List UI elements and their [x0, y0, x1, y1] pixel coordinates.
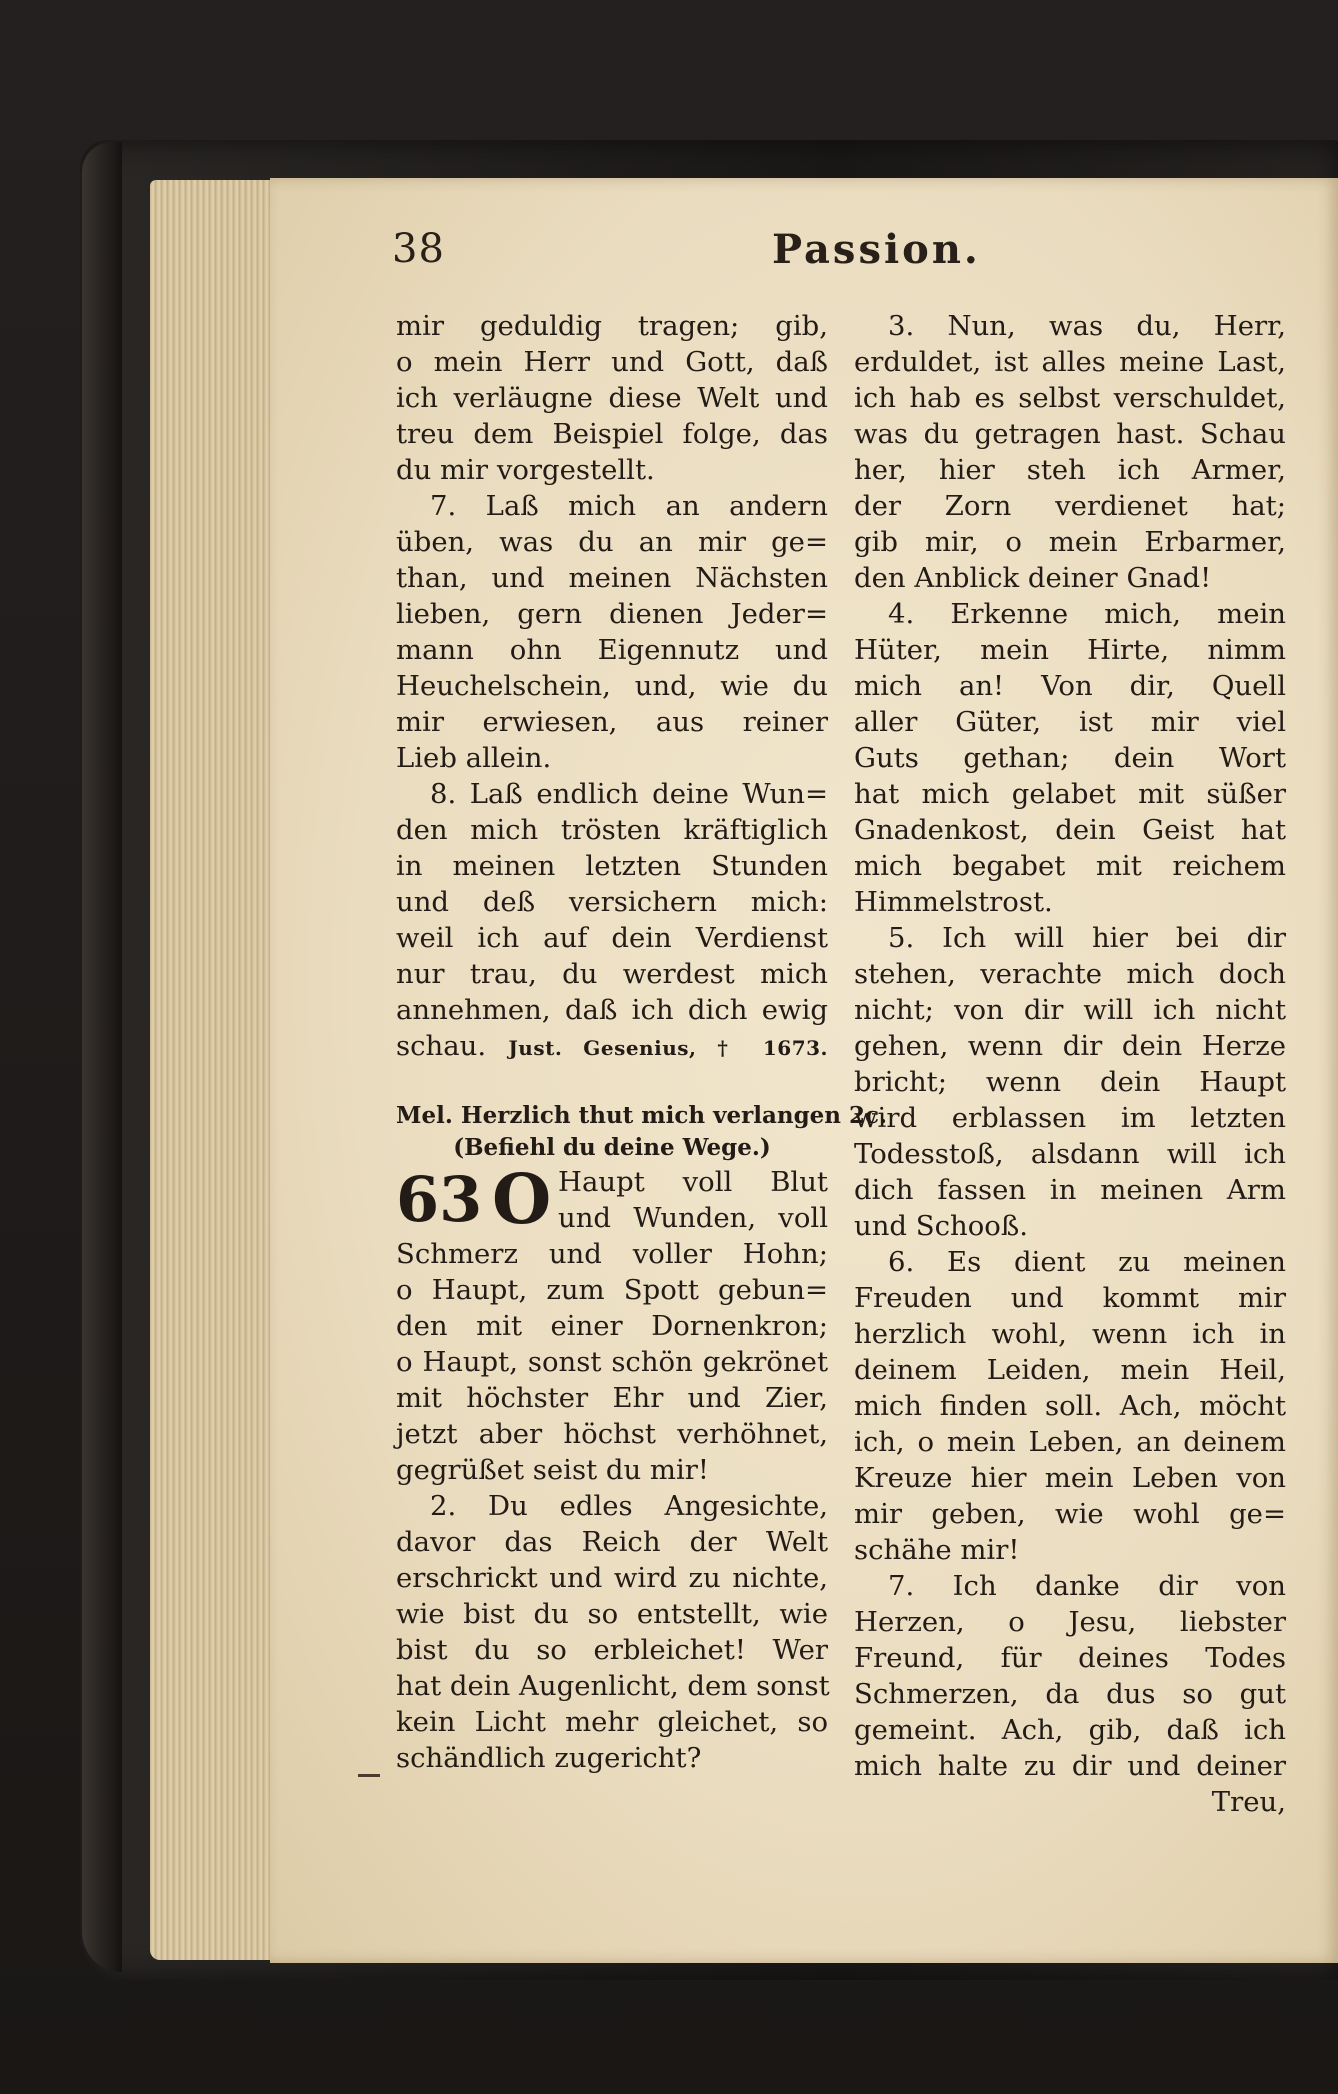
verse-start: 7. Ich danke dir von: [888, 1570, 1286, 1602]
text-line: Freund, für deines Todes: [854, 1642, 1286, 1674]
text-line: hat mich gelabet mit süßer: [854, 778, 1286, 810]
catchword: Treu,: [1211, 1786, 1286, 1818]
text-line: in meinen letzten Stunden: [396, 850, 828, 882]
text-line: Schmerzen, da dus so gut: [854, 1678, 1286, 1710]
text-line: Schmerz und voller Hohn;: [396, 1238, 828, 1270]
text-line: ich verläugne diese Welt und: [396, 382, 828, 414]
text-line: mich an! Von dir, Quell: [854, 670, 1286, 702]
text-line: mit höchster Ehr und Zier,: [396, 1382, 828, 1414]
text-line: Kreuze hier mein Leben von: [854, 1462, 1286, 1494]
text-line: hat dein Augenlicht, dem sonst: [396, 1670, 830, 1702]
text-line: mir geduldig tragen; gib,: [396, 310, 828, 342]
text-line: dich fassen in meinen Arm: [854, 1174, 1286, 1206]
text-line: nur trau, du werdest mich: [396, 958, 828, 990]
text-line: bricht; wenn dein Haupt: [854, 1066, 1286, 1098]
text-line: was du getragen hast. Schau: [854, 418, 1286, 450]
verse-start: 2. Du edles Angesichte,: [430, 1490, 828, 1522]
running-head: Passion.: [772, 226, 981, 273]
text-line: deinem Leiden, mein Heil,: [854, 1354, 1286, 1386]
text-line: wird erblassen im letzten: [854, 1102, 1286, 1134]
text-line: o mein Herr und Gott, daß: [396, 346, 828, 378]
text-line: und deß versichern mich:: [396, 886, 828, 918]
text-line: mich finden soll. Ach, möcht: [854, 1390, 1286, 1422]
text-line: her, hier steh ich Armer,: [854, 454, 1286, 486]
book-spine-edge: [82, 142, 122, 1972]
hymn-number: 63: [396, 1163, 483, 1236]
text-line: mir erwiesen, aus reiner: [396, 706, 828, 738]
text-line: mann ohn Eigennutz und: [396, 634, 828, 666]
text-line: Freuden und kommt mir: [854, 1282, 1286, 1314]
left-column: [396, 308, 888, 1776]
text-line: Lieb allein.: [396, 742, 552, 774]
hymn-author: Just. Gesenius, † 1673.: [508, 1036, 828, 1060]
text-line: schändlich zugericht?: [396, 1742, 702, 1774]
verse-start: 8. Laß endlich deine Wun=: [430, 778, 828, 810]
text-line: Todesstoß, alsdann will ich: [854, 1138, 1286, 1170]
text-line: weil ich auf dein Verdienst: [396, 922, 828, 954]
right-column: [854, 308, 1286, 1820]
text-line: o Haupt, sonst schön gekrönet: [396, 1346, 828, 1378]
page-header: [392, 226, 1322, 286]
text-line: nicht; von dir will ich nicht: [854, 994, 1286, 1026]
hymn-initial: O: [492, 1160, 552, 1240]
text-line: ich, o mein Leben, an deinem: [854, 1426, 1286, 1458]
verse-start: 3. Nun, was du, Herr,: [888, 310, 1286, 342]
text-line: gegrüßet seist du mir!: [396, 1454, 709, 1486]
verse-start: 5. Ich will hier bei dir: [888, 922, 1286, 954]
text-line: ich hab es selbst verschuldet,: [854, 382, 1286, 414]
text-line: erschrickt und wird zu nichte,: [396, 1562, 828, 1594]
text-line: Hüter, mein Hirte, nimm: [854, 634, 1286, 666]
text-line: than, und meinen Nächsten: [396, 562, 828, 594]
text-line: annehmen, daß ich dich ewig: [396, 994, 828, 1026]
melody-alternative: (Befiehl du deine Wege.): [453, 1134, 771, 1161]
text-line: gemeint. Ach, gib, daß ich: [854, 1714, 1286, 1746]
margin-mark: [358, 1774, 380, 1777]
text-line: Guts gethan; dein Wort: [854, 742, 1286, 774]
verse-start: 6. Es dient zu meinen: [888, 1246, 1286, 1278]
text-line: Heuchelschein, und, wie du: [396, 670, 828, 702]
text-line: den mich trösten kräftiglich: [396, 814, 828, 846]
melody-line: Mel. Herzlich thut mich verlangen 2c.: [396, 1102, 888, 1129]
text-line: mir geben, wie wohl ge=: [854, 1498, 1286, 1530]
text-line: wie bist du so entstellt, wie: [396, 1598, 828, 1630]
text-line: und Schooß.: [854, 1210, 1028, 1242]
verse-start: 4. Erkenne mich, mein: [888, 598, 1286, 630]
text-line: Gnadenkost, dein Geist hat: [854, 814, 1286, 846]
text-line: erduldet, ist alles meine Last,: [854, 346, 1286, 378]
text-line: lieben, gern dienen Jeder=: [396, 598, 828, 630]
text-line: gehen, wenn dir dein Herze: [854, 1030, 1286, 1062]
text-line: Herzen, o Jesu, liebster: [854, 1606, 1286, 1638]
text-line: kein Licht mehr gleichet, so: [396, 1706, 828, 1738]
text-line: o Haupt, zum Spott gebun=: [396, 1274, 828, 1306]
text-line: gib mir, o mein Erbarmer,: [854, 526, 1286, 558]
text-line: mich begabet mit reichem: [854, 850, 1286, 882]
text-line: den mit einer Dornenkron;: [396, 1310, 828, 1342]
text-line: der Zorn verdienet hat;: [854, 490, 1286, 522]
text-line: und Wunden, voll: [558, 1202, 828, 1234]
text-line: Himmelstrost.: [854, 886, 1053, 918]
section-gap: [396, 1064, 828, 1100]
text-line: aller Güter, ist mir viel: [854, 706, 1286, 738]
text-line: bist du so erbleichet! Wer: [396, 1634, 828, 1666]
text-line: herzlich wohl, wenn ich in: [854, 1318, 1286, 1350]
text-line: jetzt aber höchst verhöhnet,: [396, 1418, 828, 1450]
text-fragment: schau.: [396, 1030, 487, 1062]
text-line: Haupt voll Blut: [558, 1166, 828, 1198]
page-number: 38: [392, 226, 445, 272]
text-line: stehen, verachte mich doch: [854, 958, 1286, 990]
text-line: davor das Reich der Welt: [396, 1526, 828, 1558]
text-line: schähe mir!: [854, 1534, 1020, 1566]
hymn-opening: [396, 1160, 828, 1240]
text-line-with-author: [396, 1028, 828, 1064]
text-line: den Anblick deiner Gnad!: [854, 562, 1212, 594]
text-line: mich halte zu dir und deiner: [854, 1750, 1286, 1782]
text-line: treu dem Beispiel folge, das: [396, 418, 828, 450]
text-line: du mir vorgestellt.: [396, 454, 655, 486]
text-line: üben, was du an mir ge=: [396, 526, 828, 558]
verse-start: 7. Laß mich an andern: [430, 490, 828, 522]
